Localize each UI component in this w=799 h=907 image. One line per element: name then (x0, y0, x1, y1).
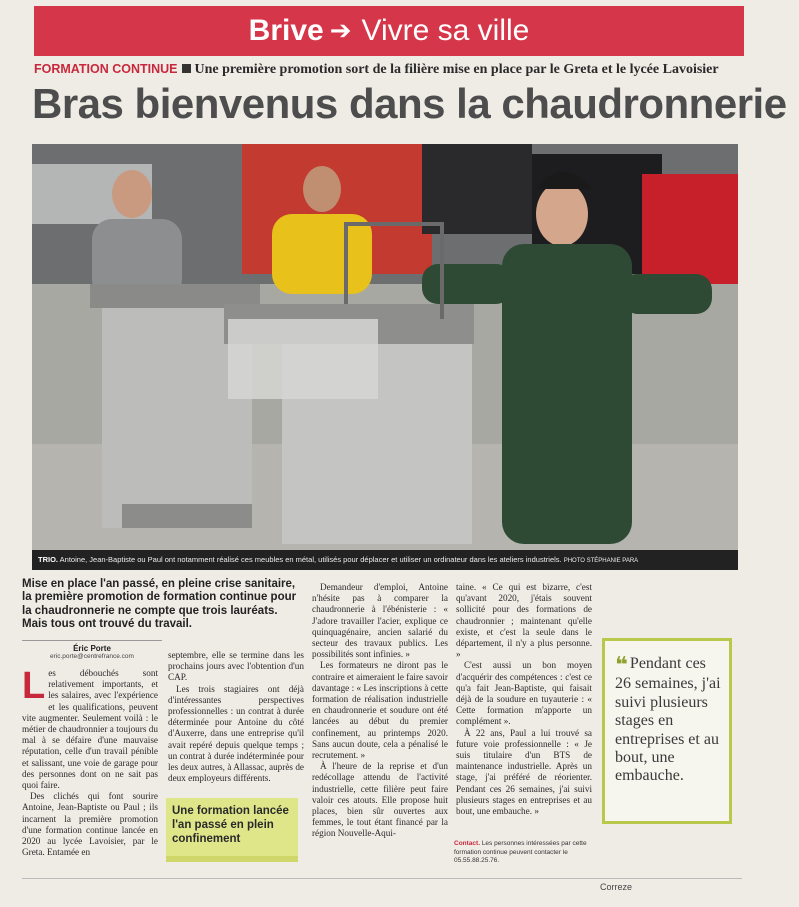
banner-city: Brive (248, 14, 324, 47)
column-2 (168, 650, 304, 784)
caption-label: TRIO. (38, 555, 58, 564)
caption-text: Antoine, Jean-Baptiste ou Paul ont notamment réalisé ces meubles en métal, utilisés pour déplacer et utiliser un ordinateur dans les ateliers industriels. (59, 555, 562, 564)
col2-paragraph-1: septembre, elle se termine dans les prochains jours avec l'obtention d'un CAP. (168, 650, 304, 683)
column-1 (22, 665, 158, 858)
col4-paragraph-1: taine. « Ce qui est bizarre, c'est qu'avant 2020, j'étais souvent sollicité pour des formations de chaudronnier ; maintenant qu'elle existe, et c'est la seule dans le département, il n'y a plus personne. » (456, 582, 592, 660)
arrow-right-icon: ➔ (329, 16, 352, 46)
quote-mark-icon: ❝ (615, 653, 628, 678)
author-name: Éric Porte (73, 644, 111, 653)
column-3 (312, 582, 448, 840)
col1-paragraph-1: es débouchés sont relativement importants, et les salaires, avec l'expérience et les qualifications, peuvent vite augmenter. Seulement voilà : le métier de chaudronnier a toujours du mal à se défaire d'une mauvaise réputation, celle d'un travail pénible et salissant, une voie de garage pour des personnes dont on ne sait pas quoi faire. (22, 668, 158, 791)
pull-quote (602, 638, 732, 824)
byline (22, 640, 162, 660)
author-email: eric.porte@centrefrance.com (50, 653, 134, 660)
highlight-box: Une formation lancée l'an passé en plein confinement (166, 798, 298, 862)
square-bullet-icon (182, 64, 191, 73)
photo-caption (32, 550, 738, 570)
col3-paragraph-3: À l'heure de la reprise et d'un redécollage attendu de l'activité industrielle, cette filière peut faire valoir ces atouts. Elle propose huit places, bien sûr ouvertes aux femmes, le tout étant financé par la région Nouvelle-Aqui- (312, 761, 448, 839)
col4-paragraph-3: À 22 ans, Paul a lui trouvé sa future voie professionnelle : « Je suis titulaire d'un BTS de maintenance industrielle. Après un stage, j'ai préféré de réorienter. Pendant ces 26 semaines, j'ai suivi plusieurs stages en entreprises et au bout, une embauche. » (456, 727, 592, 817)
banner-section: Vivre sa ville (361, 14, 530, 47)
drop-cap: L (22, 665, 46, 707)
article-lead: Mise en place l'an passé, en pleine crise sanitaire, la première promotion de formation continue pour la chaudronnerie ne compte que trois lauréats. Mais tous ont trouvé du travail. (22, 578, 297, 631)
footer-divider (22, 878, 742, 879)
col3-paragraph-1: Demandeur d'emploi, Antoine n'hésite pas à comparer la chaudronnerie à l'ébénisterie : « J'adore travailler l'acier, explique ce quinquagénaire, ancien salarié du secteur des travaux publics. Les possibilités sont infinies. » (312, 582, 448, 660)
contact-label: Contact. (454, 840, 480, 847)
kicker-line (34, 62, 744, 78)
article-headline: Bras bienvenus dans la chaudronnerie (32, 80, 787, 127)
section-banner (34, 6, 744, 56)
article-photo (32, 144, 738, 550)
pull-quote-text: Pendant ces 26 semaines, j'ai suivi plusieurs stages en entreprises et au bout, une embauche. (615, 655, 721, 785)
workshop-photo-illustration (32, 144, 738, 550)
col3-paragraph-2: Les formateurs ne diront pas le contraire et aimeraient le faire savoir davantage : « Les inscriptions à cette formation de réalisation industrielle en chaudronnerie et soudure ont été lancées au début du premier confinement, au printemps 2020. Sans aucun doute, cela a pénalisé le recrutement. » (312, 660, 448, 761)
kicker-text: Une première promotion sort de la filière mise en place par le Greta et le lycée Lavoisier (194, 62, 719, 77)
contact-text: Les personnes intéressées par cette formation continue peuvent contacter le 05.55.88.25.76. (454, 840, 587, 864)
col4-paragraph-2: C'est aussi un bon moyen d'acquérir des compétences : c'est ce qu'a fait Jean-Baptiste, qui faisait déjà de la soudure en tuyauterie : « Cette formation m'apporte un complément ». (456, 660, 592, 727)
col2-paragraph-2: Les trois stagiaires ont déjà d'intéressantes perspectives professionnelles : un contrat à durée déterminée pour Antoine du côté d'Auxerre, dans une entreprise qu'il avait repéré depuis quelque temps ; un contrat à durée indéterminée pour les deux autres, à Allassac, auprès de deux employeurs différents. (168, 683, 304, 784)
contact-note (454, 840, 594, 866)
col1-paragraph-2: Des clichés qui font sourire Antoine, Jean-Baptiste ou Paul ; ils incarnent la première promotion d'une formation continue lancée en 2020 au lycée Lavoisier, par le Greta. Entamée en (22, 791, 158, 858)
photo-credit: PHOTO STÉPHANIE PARA (563, 558, 639, 564)
kicker-label: FORMATION CONTINUE (34, 62, 178, 76)
page-footer: Correze (600, 882, 633, 892)
column-4 (456, 582, 592, 817)
